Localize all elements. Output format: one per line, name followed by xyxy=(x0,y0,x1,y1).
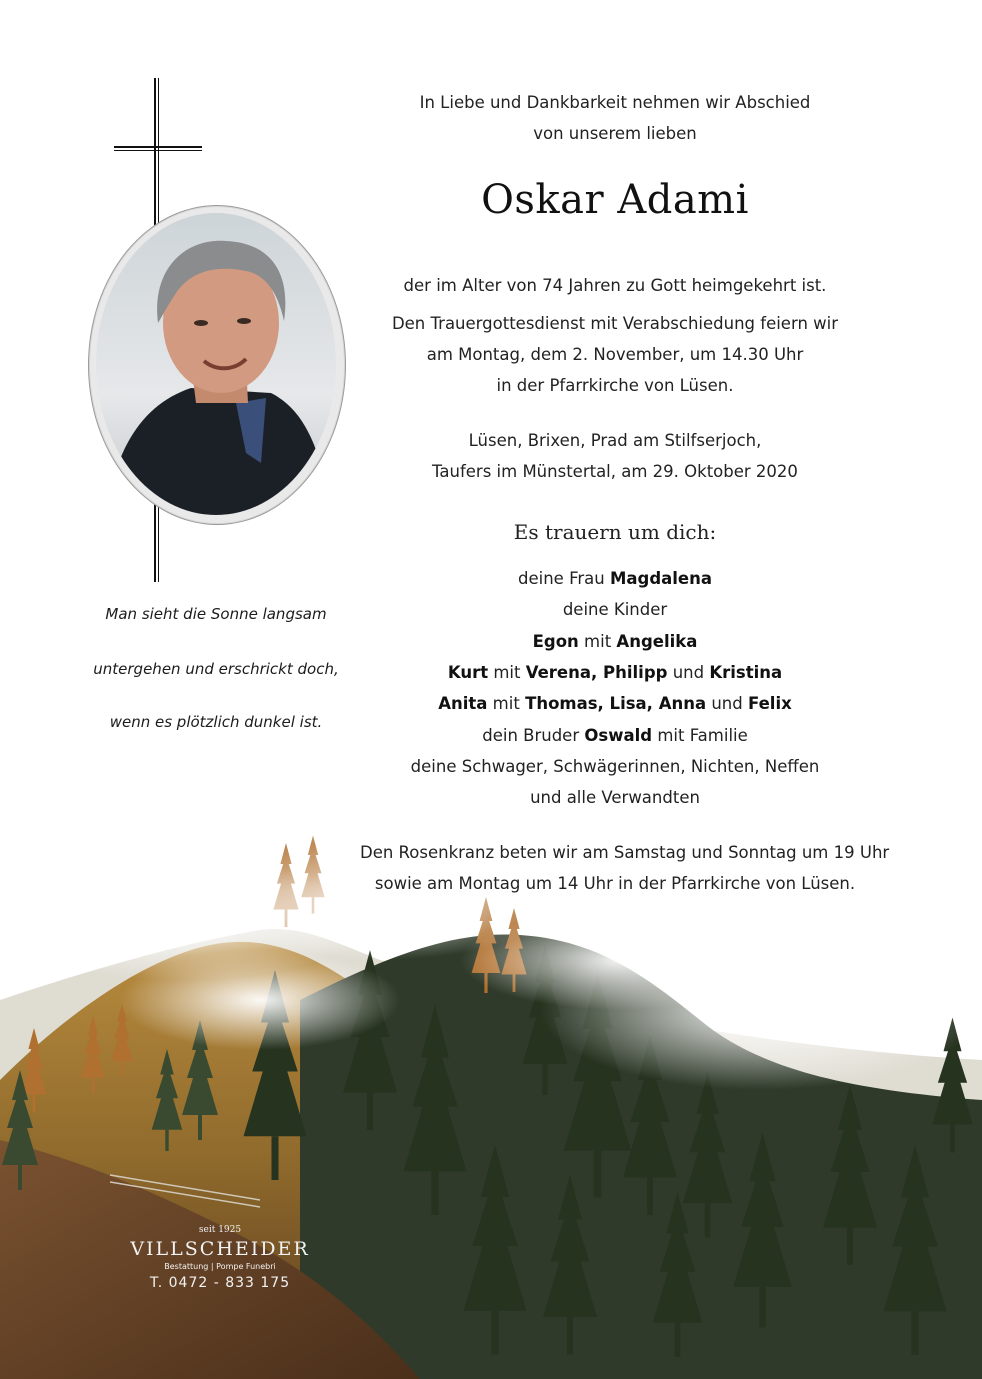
age-line: der im Alter von 74 Jahren zu Gott heimgekehrt ist. xyxy=(403,276,827,295)
service-line-2: am Montag, dem 2. November, um 14.30 Uhr xyxy=(426,345,804,364)
verse-line-1: Man sieht die Sonne langsam xyxy=(105,605,327,623)
intro-line-2: von unserem lieben xyxy=(533,124,697,143)
mourner-line-7: deine Schwager, Schwägerinnen, Nichten, Neffen xyxy=(410,757,820,776)
logo-name: VILLSCHEIDER xyxy=(130,1238,310,1260)
cross-horizontal-line xyxy=(114,146,202,151)
intro-line-1: In Liebe und Dankbarkeit nehmen wir Abschied xyxy=(419,93,811,112)
mourner-line-5: Anita mit Thomas, Lisa, Anna und Felix xyxy=(438,694,792,713)
logo-since: seit 1925 xyxy=(198,1225,242,1235)
location-line-1: Lüsen, Brixen, Prad am Stilfserjoch, xyxy=(468,431,762,450)
rosary-line-1: Den Rosenkranz beten wir am Samstag und Sonntag um 19 Uhr xyxy=(360,843,890,862)
deceased-name: Oskar Adami xyxy=(481,177,749,223)
mourner-line-3: Egon mit Angelika xyxy=(532,632,698,651)
location-line-2: Taufers im Münstertal, am 29. Oktober 2020 xyxy=(432,462,798,481)
mourner-line-4: Kurt mit Verena, Philipp und Kristina xyxy=(447,663,783,682)
rosary-line-2: sowie am Montag um 14 Uhr in der Pfarrkirche von Lüsen. xyxy=(374,874,856,893)
mourner-line-6: dein Bruder Oswald mit Familie xyxy=(482,726,748,745)
logo-subtitle: Bestattung | Pompe Funebri xyxy=(164,1262,276,1271)
mourner-line-2: deine Kinder xyxy=(562,600,668,619)
mourner-line-1: deine Frau Magdalena xyxy=(518,569,712,588)
service-line-3: in der Pfarrkirche von Lüsen. xyxy=(496,376,734,395)
mourners-heading: Es trauern um dich: xyxy=(513,520,717,544)
verse-line-2: untergehen und erschrickt doch, xyxy=(93,660,339,678)
verse-line-3: wenn es plötzlich dunkel ist. xyxy=(109,713,323,731)
service-line-1: Den Trauergottesdienst mit Verabschiedung feiern wir xyxy=(391,314,839,333)
logo-phone: T. 0472 - 833 175 xyxy=(149,1275,291,1291)
portrait-photo xyxy=(96,213,336,515)
mourner-line-8: und alle Verwandten xyxy=(530,788,700,807)
